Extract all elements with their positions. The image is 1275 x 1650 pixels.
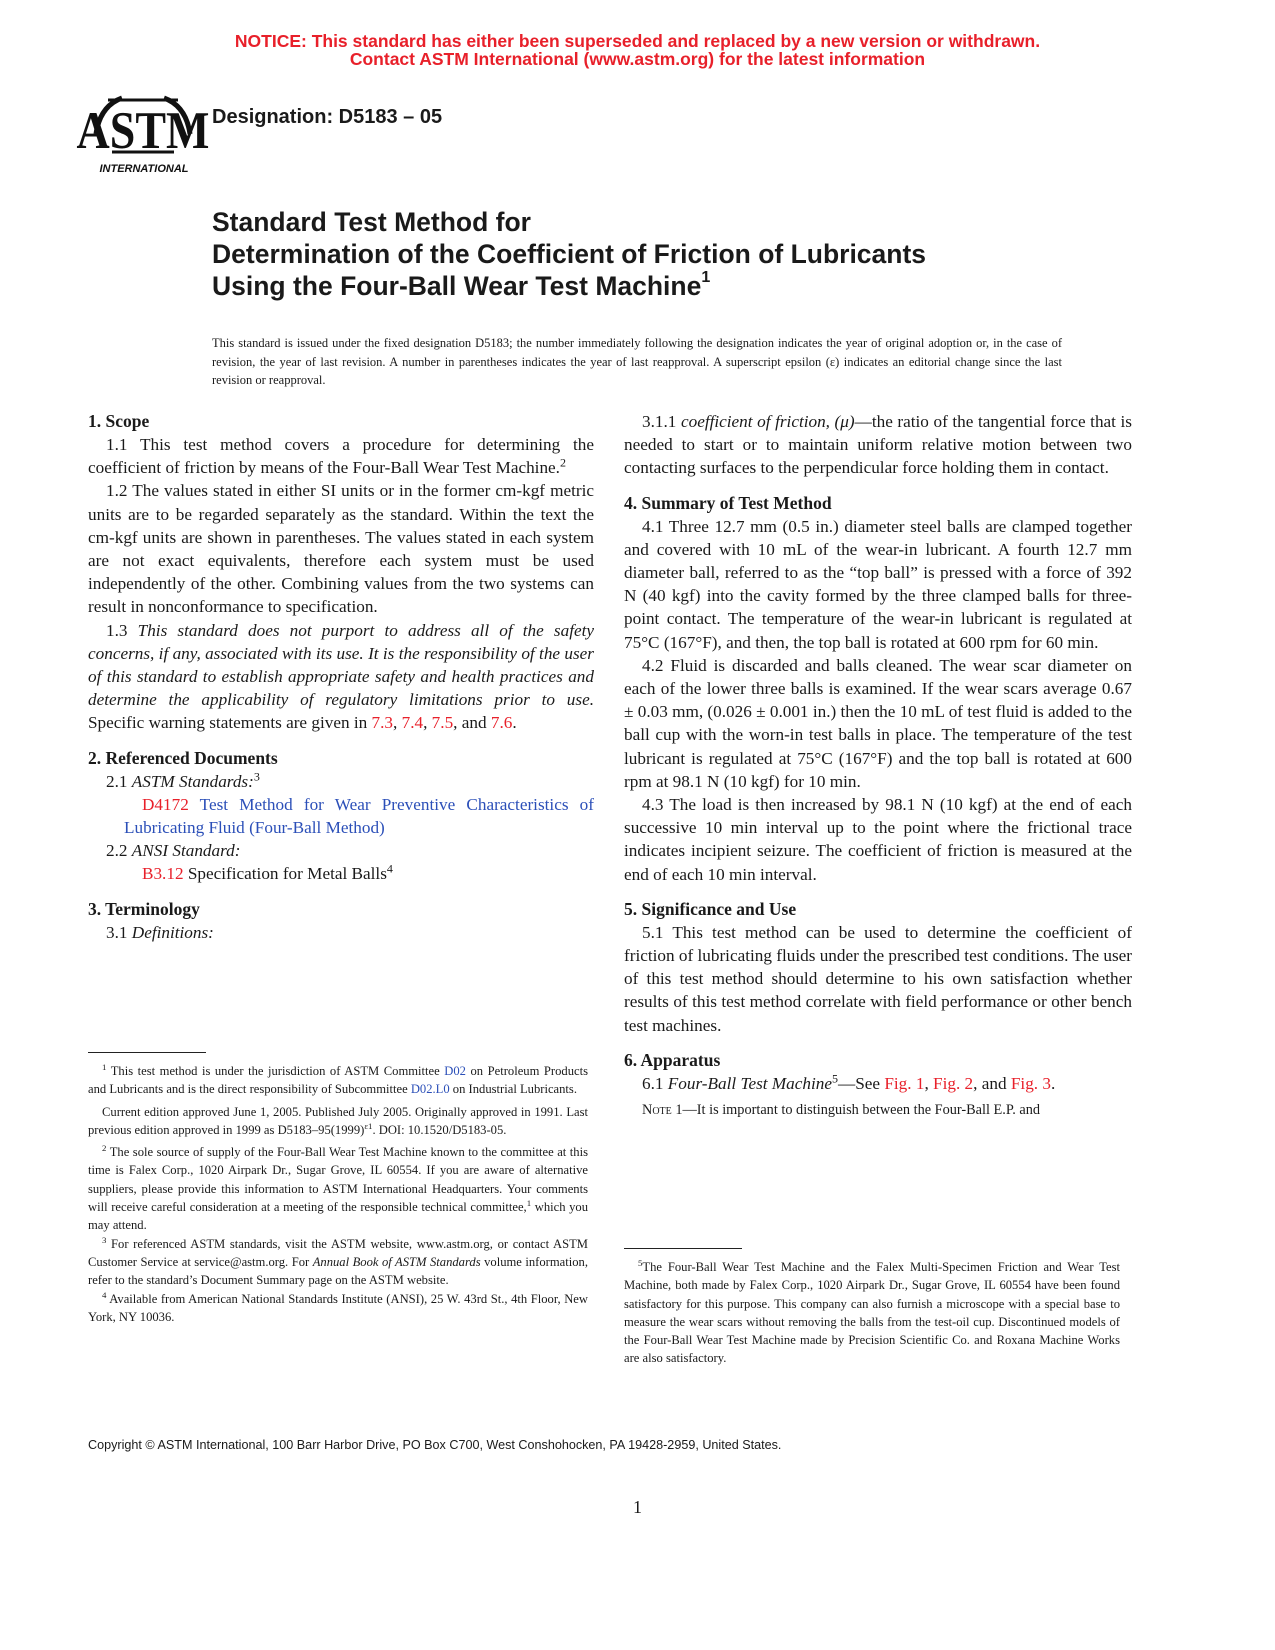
footnote-4: $^4$ Available from American National Standards Institute (ANSI), 25 W. 43rd St., 4th Floor, New York, NY 10036. [88, 1289, 588, 1324]
footnote-ref-5[interactable]: 5 [831, 1071, 838, 1086]
issue-note: This standard is issued under the fixed designation D5183; the number immediately following the designation indicates the year of original adoption or, in the case of revision, the year of last revision. A number in parentheses indicates the year of last reapproval. A superscript epsilon (ε) indicates an editorial change since the last revision or reapproval. [212, 336, 1062, 388]
link-7-6[interactable]: 7.6 [490, 713, 513, 733]
section-refdocs-heading: 2. Referenced Documents [88, 747, 278, 768]
link-7-4[interactable]: 7.4 [401, 713, 424, 733]
para-1-1: 1.1 This test method covers a procedure for determining the coefficient of friction by means of the Four-Ball Wear Test Machine.$^2$ [88, 435, 594, 478]
astm-logo-icon [76, 86, 210, 178]
title-line-3: Using the Four-Ball Wear Test Machine [212, 271, 702, 301]
link-d02l0[interactable]: D02.L0 [410, 1082, 450, 1097]
footnotes-left [88, 1062, 588, 1326]
link-fig-1[interactable]: Fig. 1 [884, 1073, 925, 1093]
footnote-3: $^3$ For referenced ASTM standards, visit the ASTM website, www.astm.org, or contact ASTM Customer Service at service@astm.org. For Annual Book of ASTM Standards volume information, refer to the standard’s Document Summary page on the ASTM website. [88, 1234, 588, 1288]
notice-line-1: NOTICE: This standard has either been superseded and replaced by a new version or withdrawn. [234, 31, 1041, 51]
footnote-1-edition: Current edition approved June 1, 2005. Published July 2005. Originally approved in 1991. Last previous edition approved in 1999 as $D5183-95(1999)^{\varepsilon 1}$. DOI: 10.1520/D5183-05. [88, 1104, 588, 1137]
para-4-2: 4.2 Fluid is discarded and balls cleaned. The wear scar diameter on each of the lower three balls is examined. If the wear scars average 0.67 ± 0.03 mm, (0.026 ± 0.001 in.) then the 10 mL of test fluid is added to the ball cup with the worn-in test balls in place. The temperature of the test lubricant is regulated at 75°C (167°F) and the top ball is rotated at 600 rpm at 98.1 N (10 kgf) for 10 min. [624, 655, 1133, 791]
logo-text: INTERNATIONAL [99, 163, 189, 175]
svg-text:ASTM: ASTM [76, 101, 210, 160]
section-significance-heading: 5. Significance and Use [624, 898, 797, 919]
ref-b312[interactable]: B3.12 Specification for Metal Balls$^4$ [142, 861, 393, 884]
link-d02[interactable]: D02 [444, 1064, 466, 1078]
copyright: Copyright © ASTM International, 100 Barr Harbor Drive, PO Box C700, West Conshohocken, PA 19428-2959, United States. [88, 1438, 782, 1452]
section-apparatus-heading: 6. Apparatus [624, 1049, 721, 1070]
title-line-2: Determination of the Coefficient of Friction of Lubricants [212, 239, 927, 269]
term-3-1: 3.1 Definitions: [106, 922, 214, 942]
para-6-1: 6.1 Four-Ball Test Machine$^5$—See Fig. 1, Fig. 2, and Fig. 3. [642, 1071, 1056, 1093]
note-1: Note 1—It is important to distinguish between the Four-Ball E.P. and [642, 1102, 1040, 1119]
link-fig-3[interactable]: Fig. 3 [1010, 1073, 1051, 1093]
section-terminology-heading: 3. Terminology [88, 898, 200, 919]
para-4-3: 4.3 The load is then increased by 98.1 N (10 kgf) at the end of each successive 10 min interval up to the point where the frictional trace indicates incipient seizure. The coefficient of friction is measured at the end of each 10 min interval. [624, 795, 1132, 884]
footnote-ref-2[interactable]: 2 [559, 455, 566, 470]
link-7-5[interactable]: 7.5 [431, 713, 454, 733]
para-4-1: 4.1 Three 12.7 mm (0.5 in.) diameter steel balls are clamped together and covered with 10 mL of the wear-in lubricant. A fourth 12.7 mm diameter ball, referred to as the “top ball” is pressed with a force of 392 N (40 kgf) into the cavity formed by the three clamped balls for three-point contact. The temperature of the wear-in lubricant is regulated at 75°C (167°F), and then, the top ball is rotated at 600 rpm for 60 min. [624, 516, 1132, 652]
ref-2-2: 2.2 ANSI Standard: [106, 841, 241, 861]
left-column [88, 410, 594, 944]
ref-d4172[interactable]: D4172 Test Method for Wear Preventive Characteristics of Lubricating Fluid (Four-Ball Method) [124, 794, 594, 838]
link-7-3[interactable]: 7.3 [371, 713, 393, 733]
footnote-2: $^2$ The sole source of supply of the Four-Ball Wear Test Machine known to the committee at this time is Falex Corp., 1020 Airpark Dr., Sugar Grove, IL 60554. If you are aware of alternative suppliers, please provide this information to ASTM International Headquarters. Your comments will receive careful consideration at a meeting of the responsible technical committee,$^1$ which you may attend. [88, 1143, 588, 1233]
ref-2-1: 2.1 ASTM Standards:$^3$ [106, 768, 260, 791]
link-fig-2[interactable]: Fig. 2 [933, 1073, 974, 1093]
right-column [624, 410, 1132, 1122]
section-summary-heading: 4. Summary of Test Method [624, 492, 832, 513]
title-line-1: Standard Test Method for [212, 207, 531, 237]
section-scope-heading: 1. Scope [88, 411, 150, 431]
designation: Designation: D5183 – 05 [212, 106, 443, 128]
page-title [212, 206, 1112, 302]
para-1-2: 1.2 The values stated in either SI units or in the former cm-kgf metric units are to be regarded separately as the standard. Within the text the cm-kgf units are shown in parentheses. The values stated in each system are not exact equivalents, therefore each system must be used independently of the other. Combining values from the two systems can result in nonconformance to specification. [88, 481, 594, 617]
title-footnote-ref[interactable]: 1 [701, 269, 711, 287]
footnote-ref-3[interactable]: 3 [253, 768, 260, 783]
def-3-1-1: 3.1.1 coefficient of friction, (μ)—the ratio of the tangential force that is needed to start or to maintain uniform relative motion between two contacting surfaces to the perpendicular force holding them in contact. [624, 412, 1132, 478]
para-1-3: 1.3 This standard does not purport to address all of the safety concerns, if any, associated with its use. It is the responsibility of the user of this standard to establish appropriate safety and health practices and determine the applicability of regulatory limitations prior to use. Specific warning statements are given in 7.3, 7.4, 7.5, and 7.6. [88, 620, 595, 733]
footnote-1: $^1$ This test method is under the jurisdiction of ASTM Committee D02 on Petroleum Products and Lubricants and is the direct responsibility of Subcommittee D02.L0 on Industrial Lubricants. [88, 1061, 588, 1097]
page-number: 1 [633, 1497, 642, 1517]
footnote-5: $^5$The Four-Ball Wear Test Machine and the Falex Multi-Specimen Friction and Wear Test Machine, both made by Falex Corp., 1020 Airpark Dr., Sugar Grove, IL 60554 have been found satisfactory for this purpose. This company can also furnish a microscope with a special base to measure the wear scars without removing the balls from the test-oil cup. Discontinued models of the Four-Ball Wear Test Machine made by Precision Scientific Co. and Roxana Machine Works are also satisfactory. [624, 1257, 1120, 1366]
notice-banner [0, 32, 1275, 68]
footnote-divider-left [88, 1052, 206, 1053]
para-5-1: 5.1 This test method can be used to determine the coefficient of friction of lubricating fluids under the prescribed test conditions. The user of this test method should determine to his own satisfaction whether results of this test method correlate with field performance or other bench test machines. [624, 922, 1133, 1035]
footnotes-right [624, 1258, 1120, 1368]
notice-line-2: Contact ASTM International (www.astm.org) for the latest information [349, 49, 926, 69]
footnote-divider-right [624, 1248, 742, 1249]
